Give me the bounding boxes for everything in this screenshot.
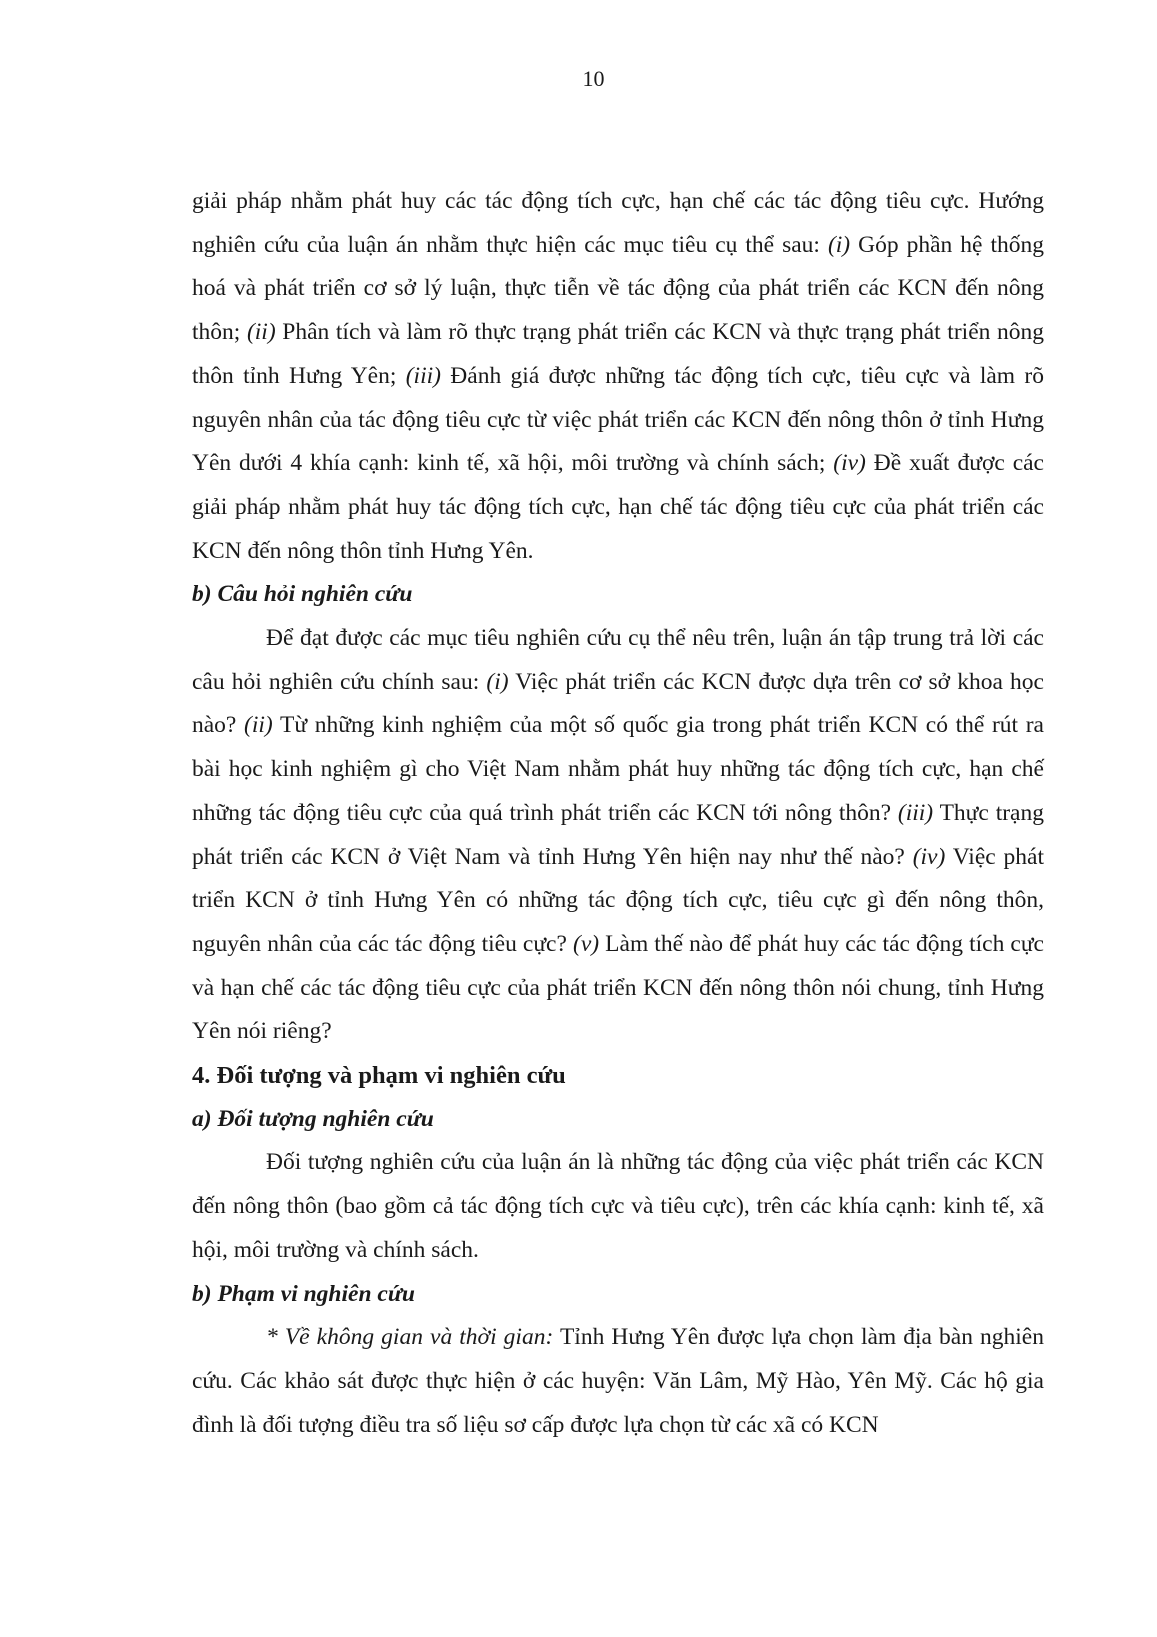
enum-marker: (v) [573, 930, 600, 957]
enum-marker: (i) [827, 231, 851, 258]
text-run: Làm thế nào để phát huy các tác động tích cực và hạn chế các tác động tiêu cực của phát triển KCN đến nông thôn nói chung, tỉnh Hưng Yên nói riêng? [192, 930, 1044, 1045]
page-number: 10 [582, 66, 605, 91]
paragraph-objectives [192, 180, 1044, 573]
text-run: Góp phần hệ thống hoá và phát triển cơ sở lý luận, thực tiễn về tác động của phát triển các KCN đến nông thôn; [192, 231, 1044, 346]
text-run: Việc phát triển các KCN được dựa trên cơ sở khoa học nào? [192, 668, 1044, 739]
scope-lead: * Về không gian và thời gian: [266, 1324, 554, 1351]
text-run: Đề xuất được các giải pháp nhằm phát huy tác động tích cực, hạn chế tác động tiêu cực của phát triển các KCN đến nông thôn tỉnh Hưng Yên. [192, 450, 1044, 564]
text-run: giải pháp nhằm phát huy các tác động tích cực, hạn chế các tác động tiêu cực. Hướng nghiên cứu của luận án nhằm thực hiện các mục tiêu cụ thể sau: [192, 188, 1044, 258]
text-run: Từ những kinh nghiệm của một số quốc gia trong phát triển KCN có thể rút ra bài học kinh nghiệm gì cho Việt Nam nhằm phát huy những tác động tích cực, hạn chế những tác động tiêu cực của quá trình phát triển các KCN tới nông thôn? [192, 712, 1044, 826]
text-run: Phân tích và làm rõ thực trạng phát triển các KCN và thực trạng phát triển nông thôn tỉnh Hưng Yên; [192, 319, 1044, 389]
paragraph-research-questions [192, 617, 1044, 1054]
heading-research-scope: b) Phạm vi nghiên cứu [192, 1280, 415, 1307]
paragraph-research-object: Đối tượng nghiên cứu của luận án là những tác động của việc phát triển các KCN đến nông thôn (bao gồm cả tác động tích cực và tiêu cực), trên các khía cạnh: kinh tế, xã hội, môi trường và chính sách. [192, 1149, 1044, 1263]
text-run: Thực trạng phát triển các KCN ở Việt Nam và tỉnh Hưng Yên hiện nay như thế nào? [192, 799, 1044, 870]
text-run: Đánh giá được những tác động tích cực, tiêu cực và làm rõ nguyên nhân của tác động tiêu cực từ việc phát triển các KCN đến nông thôn ở tỉnh Hưng Yên dưới 4 khía cạnh: kinh tế, xã hội, môi trường và chính sách; [192, 362, 1045, 477]
text-run: Việc phát triển KCN ở tỉnh Hưng Yên có những tác động tích cực, tiêu cực gì đến nông thôn, nguyên nhân của các tác động tiêu cực? [192, 843, 1044, 957]
heading-research-object: a) Đối tượng nghiên cứu [192, 1105, 434, 1132]
enum-marker: (iii) [405, 362, 441, 389]
heading-section-4: 4. Đối tượng và phạm vi nghiên cứu [192, 1062, 566, 1090]
document-body [192, 180, 1044, 1447]
enum-marker: (ii) [246, 319, 276, 346]
heading-research-questions: b) Câu hỏi nghiên cứu [192, 581, 413, 608]
enum-marker: (iii) [897, 799, 934, 826]
paragraph-research-scope [192, 1316, 1044, 1447]
text-run: Để đạt được các mục tiêu nghiên cứu cụ thể nêu trên, luận án tập trung trả lời các câu hỏi nghiên cứu chính sau: [192, 625, 1044, 695]
enum-marker: (iv) [833, 450, 866, 477]
enum-marker: (ii) [244, 712, 273, 739]
text-run: Tỉnh Hưng Yên được lựa chọn làm địa bàn nghiên cứu. Các khảo sát được thực hiện ở các huyện: Văn Lâm, Mỹ Hào, Yên Mỹ. Các hộ gia đình là đối tượng điều tra số liệu sơ cấp được lựa chọn từ các xã có KCN [192, 1324, 1044, 1438]
enum-marker: (i) [486, 668, 509, 695]
enum-marker: (iv) [912, 843, 946, 870]
